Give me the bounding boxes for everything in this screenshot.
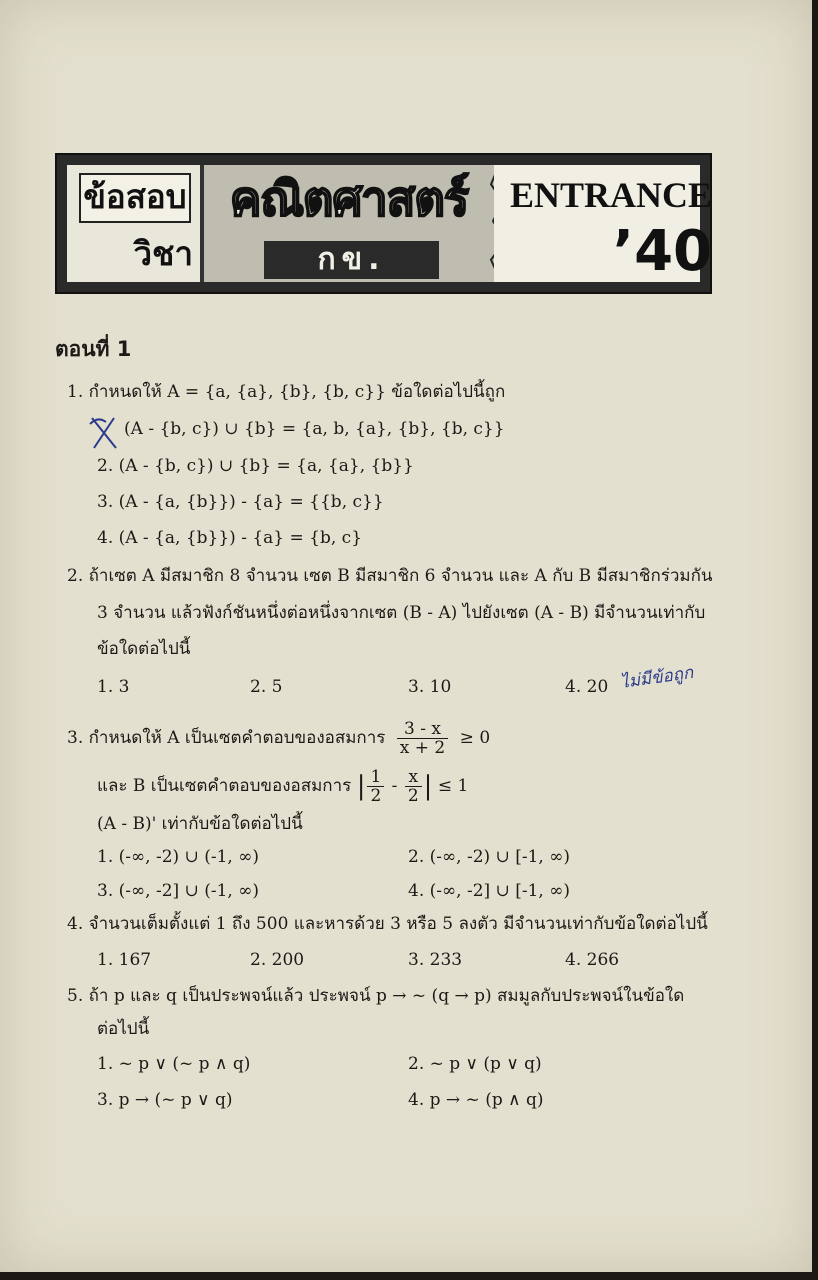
question-4-choice-1: 1. 167 <box>97 950 152 970</box>
question-3-fraction <box>397 720 448 757</box>
question-4-choice-4: 4. 266 <box>565 950 620 970</box>
question-3-choice-3: 3. (-∞, -2] ∪ (-1, ∞) <box>97 881 260 901</box>
banner-exam-name: ENTRANCE <box>510 175 713 215</box>
abs-fraction-1-num: 1 <box>367 768 384 787</box>
question-2-choice-2: 2. 5 <box>250 677 283 697</box>
question-3-stem-b: และ B เป็นเซตคำตอบของอสมการ | $\frac{1}{2}$ - $\frac{x}{2}$ | ≤ 1 <box>97 767 469 806</box>
question-5-stem-line-1: 5. ถ้า p และ q เป็นประพจน์แล้ว ประพจน์ p → ~ (q → p) สมมูลกับประพจน์ในข้อใด <box>67 986 685 1006</box>
question-1-choice-4: 4. (A - {a, {b}}) - {a} = {b, c} <box>97 528 363 548</box>
question-5-choice-3: 3. p → (~ p ∨ q) <box>97 1090 233 1110</box>
question-4-choice-2: 2. 200 <box>250 950 305 970</box>
banner-label-exam: ข้อสอบ <box>79 173 191 223</box>
banner-level: กข. <box>264 241 439 279</box>
question-4-choice-3: 3. 233 <box>408 950 463 970</box>
question-2-stem-line-1: 2. ถ้าเซต A มีสมาชิก 8 จำนวน เซต B มีสมาชิก 6 จำนวน และ A กับ B มีสมาชิกร่วมกัน <box>67 566 713 586</box>
question-3-stem-a <box>67 720 490 757</box>
question-2-choice-3: 3. 10 <box>408 677 452 697</box>
question-5-choice-4: 4. p → ~ (p ∧ q) <box>408 1090 544 1110</box>
question-4-stem: 4. จำนวนเต็มตั้งแต่ 1 ถึง 500 และหารด้วย 3 หรือ 5 ลงตัว มีจำนวนเท่ากับข้อใดต่อไปนี้ <box>67 914 708 934</box>
question-5-choice-2: 2. ~ p ∨ (p ∨ q) <box>408 1054 542 1074</box>
abs-fraction-1 <box>367 768 384 805</box>
question-2-stem-line-2: 3 จำนวน แล้วฟังก์ชันหนึ่งต่อหนึ่งจากเซต (B - A) ไปยังเซต (A - B) มีจำนวนเท่ากับ <box>97 603 706 623</box>
fraction-denominator: x + 2 <box>399 738 446 758</box>
banner-right-panel <box>494 165 713 284</box>
question-1-choice-3: 3. (A - {a, {b}}) - {a} = {{b, c}} <box>97 492 384 512</box>
abs-fraction-1-den: 2 <box>370 786 382 806</box>
question-1-choice-1: (A - {b, c}) ∪ {b} = {a, b, {a}, {b}, {b, c}} <box>124 419 505 439</box>
part-title: ตอนที่ 1 <box>55 337 132 361</box>
handwritten-note: ไม่มีข้อถูก <box>619 662 695 694</box>
question-3-stem-a-tail: ≥ 0 <box>459 728 491 748</box>
question-3-choice-1: 1. (-∞, -2) ∪ (-1, ∞) <box>97 847 260 867</box>
question-3-stem-b-tail: ≤ 1 <box>437 776 469 796</box>
question-3-choice-4: 4. (-∞, -2] ∪ [-1, ∞) <box>408 881 571 901</box>
fraction-numerator: 3 - x <box>397 720 448 739</box>
abs-fraction-2-den: 2 <box>407 786 419 806</box>
banner-left-panel <box>67 165 204 282</box>
question-3-stem-c: (A - B)' เท่ากับข้อใดต่อไปนี้ <box>97 814 303 834</box>
banner-label-subject: วิชา <box>133 234 193 273</box>
question-2-choice-4: 4. 20 <box>565 677 609 697</box>
question-5-stem-line-2: ต่อไปนี้ <box>97 1019 150 1039</box>
question-2-stem-line-3: ข้อใดต่อไปนี้ <box>97 639 191 659</box>
question-5-choice-1: 1. ~ p ∨ (~ p ∧ q) <box>97 1054 251 1074</box>
question-3-stem-a-text: 3. กำหนดให้ A เป็นเซตคำตอบของอสมการ <box>67 728 386 748</box>
abs-fraction-2-num: x <box>405 768 422 787</box>
question-3-stem-b-text: และ B เป็นเซตคำตอบของอสมการ <box>97 776 352 796</box>
title-banner <box>55 153 712 294</box>
banner-subject-title: คณิตศาสตร์ <box>229 172 469 227</box>
question-1-choice-2: 2. (A - {b, c}) ∪ {b} = {a, {a}, {b}} <box>97 456 414 476</box>
banner-subject-panel <box>204 165 494 282</box>
question-1-stem: 1. กำหนดให้ A = {a, {a}, {b}, {b, c}} ข้อใดต่อไปนี้ถูก <box>67 382 506 402</box>
question-3-choice-2: 2. (-∞, -2) ∪ [-1, ∞) <box>408 847 571 867</box>
handwritten-cross-icon <box>88 414 120 452</box>
question-2-choice-1: 1. 3 <box>97 677 130 697</box>
abs-fraction-2 <box>405 768 422 805</box>
banner-year: ’40 <box>612 219 712 284</box>
